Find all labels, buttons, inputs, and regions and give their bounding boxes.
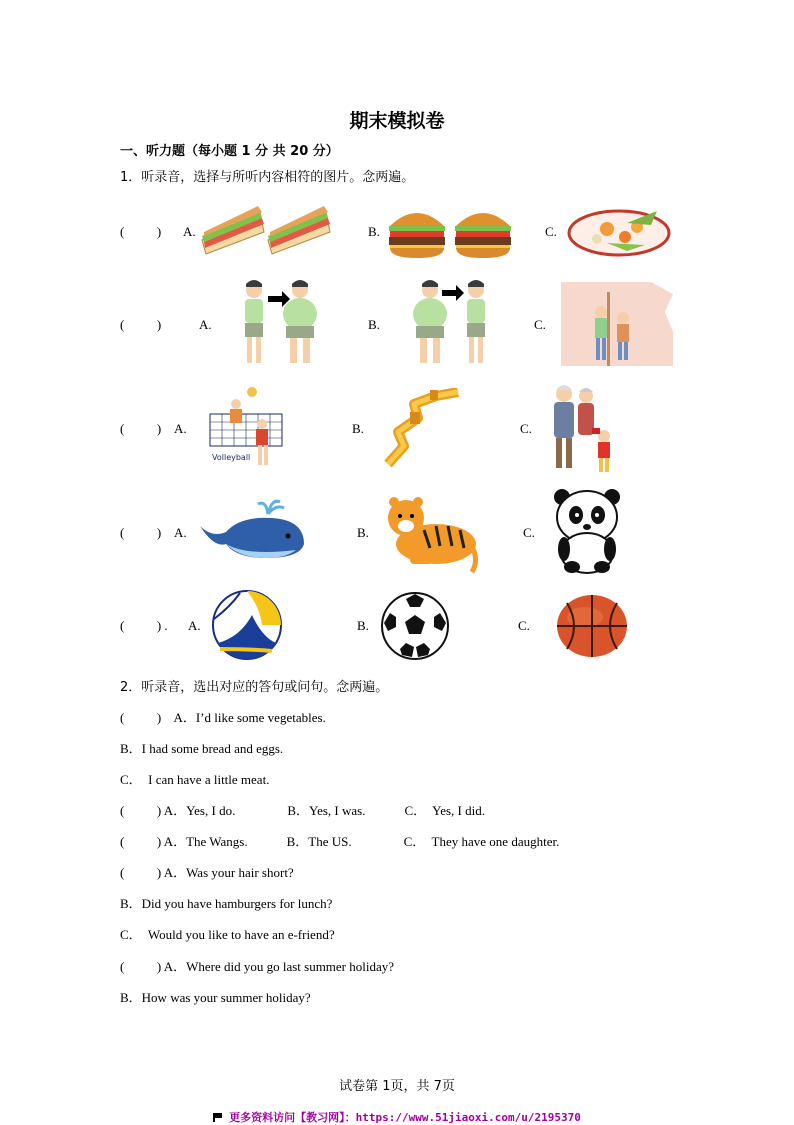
option-c-label: C. xyxy=(520,421,532,436)
q2-line: ( ) A．Was your hair short? xyxy=(120,865,294,880)
thin-to-fat-icon[interactable] xyxy=(236,278,322,372)
option-a-label: A. xyxy=(188,618,201,633)
svg-text:Volleyball: Volleyball xyxy=(212,453,251,462)
volleyball-players-icon[interactable] xyxy=(206,384,286,472)
great-wall-icon[interactable] xyxy=(384,388,464,468)
option-a-label: A. xyxy=(183,224,196,239)
volleyball-icon[interactable] xyxy=(210,589,284,661)
q2-line: C． Would you like to have an e-friend? xyxy=(120,927,335,942)
q2-line: ( ) A．I’d like some vegetables. xyxy=(120,710,326,725)
answer-bracket[interactable]: ( ) xyxy=(120,421,162,436)
page-number: 试卷第 1页，共 7页 xyxy=(339,1079,455,1094)
burger-icon[interactable] xyxy=(386,202,514,260)
section-heading: 一、听力题（每小题 1 分 共 20 分） xyxy=(120,144,339,159)
option-c-label: C. xyxy=(534,317,546,332)
option-c-label: C. xyxy=(518,618,530,633)
q2-line: B．Did you have hamburgers for lunch? xyxy=(120,896,333,911)
whale-icon[interactable] xyxy=(196,498,310,564)
option-b-label: B. xyxy=(352,421,364,436)
option-a-label: A. xyxy=(174,421,187,436)
q2-line: B．How was your summer holiday? xyxy=(120,990,311,1005)
tiger-icon[interactable] xyxy=(380,488,482,576)
q2-line: ( ) A．Yes, I do. B．Yes, I was. C． Yes, I did. xyxy=(120,803,486,818)
basketball-icon[interactable] xyxy=(555,593,629,659)
option-b-label: B. xyxy=(357,618,369,633)
option-c-label: C. xyxy=(523,525,535,540)
answer-bracket[interactable]: ( ) . xyxy=(120,618,168,633)
option-b-label: B. xyxy=(357,525,369,540)
option-a-label: A. xyxy=(174,525,187,540)
footer-link-text[interactable]: 更多资料访问【教习网】：https://www.51jiaoxi.com/u/2195370 xyxy=(229,1111,581,1124)
flag-icon xyxy=(213,1113,223,1122)
salad-icon[interactable] xyxy=(567,203,673,259)
football-icon[interactable] xyxy=(380,591,450,661)
q2-line: ( ) A．The Wangs. B．The US. C． They have one daughter. xyxy=(120,834,560,849)
grandparents-family-icon[interactable] xyxy=(548,380,618,476)
sandwich-icon[interactable] xyxy=(198,202,338,258)
option-c-label: C. xyxy=(545,224,557,239)
answer-bracket[interactable]: ( ) xyxy=(120,525,162,540)
q2-line: C． I can have a little meat. xyxy=(120,772,270,787)
option-a-label: A. xyxy=(199,317,212,332)
answer-bracket[interactable]: ( ) xyxy=(120,317,162,332)
height-measure-icon[interactable] xyxy=(561,282,673,366)
q2-line: B．I had some bread and eggs. xyxy=(120,741,284,756)
option-b-label: B. xyxy=(368,317,380,332)
footer-link[interactable] xyxy=(0,1109,794,1125)
q1-instruction: 1．听录音，选择与所听内容相符的图片。念两遍。 xyxy=(120,170,415,185)
q2-instruction: 2．听录音，选出对应的答句或问句。念两遍。 xyxy=(120,680,389,695)
q2-line: ( ) A．Where did you go last summer holiday? xyxy=(120,959,395,974)
answer-bracket[interactable]: ( ) xyxy=(120,224,162,239)
page-title: 期末模拟卷 xyxy=(349,110,445,132)
option-b-label: B. xyxy=(368,224,380,239)
panda-icon[interactable] xyxy=(552,487,622,575)
fat-to-thin-icon[interactable] xyxy=(408,278,494,372)
